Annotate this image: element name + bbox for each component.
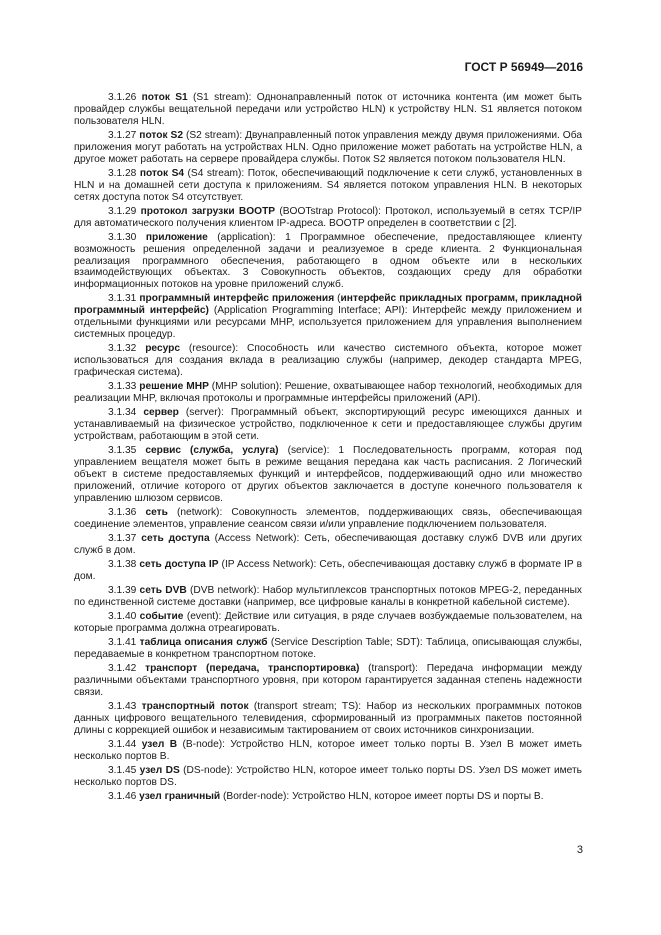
definition-entry <box>74 559 582 583</box>
entry-term: транспорт (передача, транспортировка) <box>145 663 360 675</box>
definition-entry <box>74 765 582 789</box>
entry-definition: (server): Программный объект, экспортирующий ресурс имеющихся данных и устанавливаемый на физическое устройство, подключенное к сети и предоставляющее службы другим устройствам, работающим в этой сети. <box>74 407 582 442</box>
entry-number: 3.1.38 <box>108 558 137 570</box>
definition-entry <box>74 739 582 763</box>
definition-entry <box>74 168 582 204</box>
entry-term: узел граничный <box>139 791 221 803</box>
entry-number: 3.1.35 <box>108 445 137 457</box>
entry-term: сервис (служба, услуга) <box>145 445 279 457</box>
entry-term: решение MHP <box>139 381 209 393</box>
entry-number: 3.1.44 <box>108 739 137 751</box>
entry-definition: (network): Совокупность элементов, поддерживающих связь, обеспечивающая соединение элементов, управление сеансом связи и/или управление подключением пользователя. <box>74 506 582 530</box>
entry-number: 3.1.41 <box>108 637 137 649</box>
definition-entry <box>74 92 582 128</box>
definition-entry <box>74 232 582 291</box>
entry-term: узел В <box>141 739 178 751</box>
entry-definition: (service): 1 Последовательность программ, которая под управлением вещателя может быть в режиме вещания передана как часть расписания. 2 Логический объект в системе предоставляемых функций и интерфейсов, поддерживающий одно или множество приложений, отличие которого от других объектов заключается в доступе конечного пользователя к управлению шлюзом сервисов. <box>74 445 582 504</box>
entry-definition: ( <box>334 293 341 305</box>
entry-number: 3.1.46 <box>108 791 137 803</box>
entry-term: транспортный поток <box>141 701 249 713</box>
definition-entry <box>74 445 582 504</box>
entry-term: поток S2 <box>139 129 184 141</box>
entry-number: 3.1.33 <box>108 381 137 393</box>
entry-number: 3.1.32 <box>108 343 137 355</box>
page-number: 3 <box>576 844 583 856</box>
definition-entry <box>74 293 582 340</box>
entry-number: 3.1.43 <box>108 701 137 713</box>
definition-entry <box>74 507 582 531</box>
entry-term: сеть доступа <box>141 532 210 544</box>
definition-entry <box>74 585 582 609</box>
definition-entry <box>74 206 582 230</box>
entry-definition: (Service Description Table; SDT): Таблица, описывающая службы, передаваемые в конкретном транспортном потоке. <box>74 637 582 660</box>
entry-number: 3.1.40 <box>108 611 137 623</box>
entry-definition: (application): 1 Программное обеспечение, предоставляющее клиенту возможность решения определенной задачи и реализуемое в среде клиента. 2 Функциональная реализация программного обеспечения, работающего в одном объекте или в нескольких взаимодействующих объектах. 3 Совокупность объектов, создающих среду для обработки информационных потоков на уровне приложений служб. <box>74 231 582 291</box>
entry-definition: (Border-node): Устройство HLN, которое имеет порты DS и порты В. <box>220 791 544 803</box>
entry-definition: (resource): Способность или качество системного объекта, которое может использоваться для создания вклада в реализацию службы (например, декодер стандарта MPEG, графическая система). <box>74 343 582 378</box>
definitions-list <box>74 92 582 805</box>
entry-definition: (S4 stream): Поток, обеспечивающий подключение к сети служб, установленных в HLN и на домашней сети доступа к приложениям. S4 является потоком управления HLN. В некоторых сетях доступа поток S4 отсутствует. <box>74 167 582 203</box>
definition-entry <box>74 343 582 379</box>
entry-definition: (DVB network): Набор мультиплексов транспортных потоков MPEG-2, переданных по единственной системе доставки (например, все цифровые каналы в конкретной кабельной системе). <box>74 584 582 608</box>
entry-number: 3.1.28 <box>108 167 137 179</box>
entry-term-synonyms: интерфейс прикладных программ, прикладной программный интерфейс) <box>74 293 582 317</box>
definition-entry <box>74 533 582 557</box>
entry-number: 3.1.39 <box>108 584 137 596</box>
entry-definition: (MHP solution): Решение, охватывающее набор технологий, необходимых для реализации MHP, включая протоколы и программные интерфейсы приложений (API). <box>74 381 582 404</box>
entry-definition-continued: (Application Programming Interface; API): Интерфейс между приложением и отдельными функциями или ресурсами MHP, используется приложением для управления выполнением системных процедур. <box>74 305 582 340</box>
definition-entry <box>74 701 582 737</box>
entry-number: 3.1.26 <box>108 92 137 103</box>
entry-term: сеть DVB <box>139 584 187 596</box>
entry-number: 3.1.29 <box>108 205 137 217</box>
entry-definition: (S2 stream): Двунаправленный поток управления между двумя приложениями. Оба приложения могут работать на устройствах HLN. Одно приложение может работать на устройстве HLN, а другое может работать на сервере провайдера службы. Поток S2 является потоком пользователя HLN. <box>74 129 583 165</box>
definition-entry <box>74 663 582 699</box>
entry-definition: (transport stream; TS): Набор из нескольких программных потоков данных цифрового вещательного телевидения, сформированный из программных пакетов постоянной длины с коррекцией ошибок и независимым тактированием от своих источников синхронизации. <box>74 701 582 736</box>
definition-entry <box>74 611 582 635</box>
entry-definition: (event): Действие или ситуация, в ряде случаев возбуждаемые пользователем, на которые программа должна отреагировать. <box>74 611 582 634</box>
entry-definition: (Access Network): Сеть, обеспечивающая доставку служб DVB или других служб в дом. <box>74 532 582 556</box>
entry-term: поток S4 <box>139 167 185 179</box>
definition-entry <box>74 381 582 405</box>
entry-number: 3.1.37 <box>108 532 137 544</box>
entry-definition: (BOOTstrap Protocol): Протокол, используемый в сетях TCP/IP для автоматического получения клиентом IP-адреса. BOOTP определен в соответствии с [2]. <box>74 205 582 229</box>
entry-term: ресурс <box>145 343 181 355</box>
entry-term: таблица описания служб <box>139 637 268 649</box>
definition-entry <box>74 407 582 443</box>
entry-number: 3.1.27 <box>108 129 137 141</box>
entry-term: поток S1 <box>141 92 188 103</box>
entry-number: 3.1.34 <box>108 407 137 419</box>
entry-number: 3.1.36 <box>108 506 137 518</box>
entry-definition: (transport): Передача информации между различными объектами транспортного уровня, при котором гарантируется заданная степень надежности связи. <box>74 663 582 698</box>
entry-term: узел DS <box>139 765 180 777</box>
entry-definition: (B-node): Устройство HLN, которое имеет только порты В. Узел В может иметь несколько портов В. <box>74 739 582 762</box>
document-header: ГОСТ Р 56949—2016 <box>464 60 583 74</box>
entry-term: сервер <box>143 407 179 419</box>
entry-term: протокол загрузки BOOTP <box>140 205 276 217</box>
entry-term: сеть <box>145 506 168 518</box>
entry-definition: (S1 stream): Однонаправленный поток от источника контента (им может быть провайдер службы вещательной передачи или устройство HLN) к устройству HLN. S1 является потоком пользователя HLN. <box>74 92 582 127</box>
definition-entry <box>74 130 582 166</box>
entry-definition: (IP Access Network): Сеть, обеспечивающая доставку служб в формате IP в дом. <box>74 558 582 582</box>
entry-definition: (DS-node): Устройство HLN, которое имеет только порты DS. Узел DS может иметь несколько портов DS. <box>74 765 582 788</box>
entry-term: сеть доступа IP <box>139 558 219 570</box>
entry-term: приложение <box>145 231 208 243</box>
entry-number: 3.1.42 <box>108 663 137 675</box>
definition-entry <box>74 791 582 803</box>
entry-number: 3.1.31 <box>108 293 137 305</box>
entry-term: событие <box>139 611 184 623</box>
entry-number: 3.1.30 <box>108 231 137 243</box>
definition-entry <box>74 637 582 661</box>
entry-number: 3.1.45 <box>108 765 137 777</box>
entry-term: программный интерфейс приложения <box>139 293 335 305</box>
